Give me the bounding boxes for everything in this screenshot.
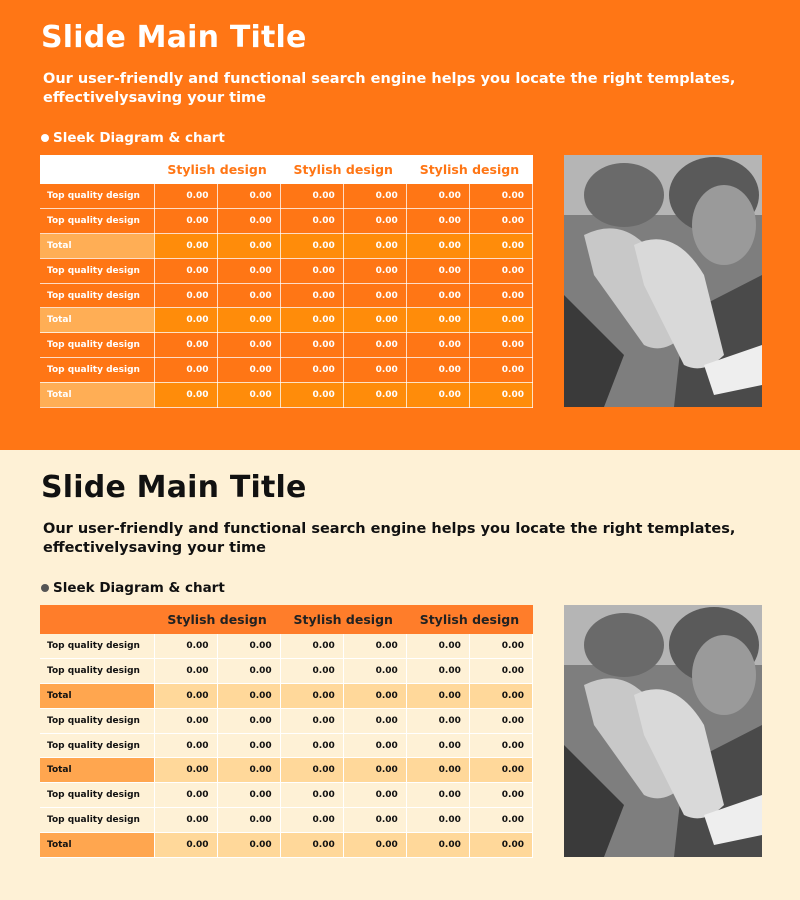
row-label: Top quality design (40, 733, 154, 758)
table-cell: 0.00 (217, 783, 280, 808)
table-cell: 0.00 (469, 634, 532, 659)
table-row (40, 708, 533, 733)
table-cell: 0.00 (217, 209, 280, 234)
table-cell: 0.00 (406, 808, 469, 833)
table-cell: 0.00 (280, 283, 343, 308)
row-label: Total (40, 758, 154, 783)
table-row (40, 659, 533, 684)
table-cell: 0.00 (406, 634, 469, 659)
table-cell: 0.00 (154, 258, 217, 283)
applause-photo-illustration (564, 155, 762, 407)
table-row (40, 783, 533, 808)
table-row (40, 758, 533, 783)
table-cell: 0.00 (217, 358, 280, 383)
table-cell: 0.00 (154, 308, 217, 333)
table-column-header: Stylish design (280, 155, 406, 184)
table-cell: 0.00 (343, 382, 406, 407)
table-cell: 0.00 (406, 733, 469, 758)
table-row (40, 333, 533, 358)
row-label: Total (40, 684, 154, 709)
table-cell: 0.00 (343, 308, 406, 333)
table-cell: 0.00 (154, 333, 217, 358)
table-cell: 0.00 (217, 758, 280, 783)
table-cell: 0.00 (154, 634, 217, 659)
section-heading (41, 130, 225, 146)
table-cell: 0.00 (280, 758, 343, 783)
table-cell: 0.00 (280, 258, 343, 283)
table-cell: 0.00 (343, 634, 406, 659)
table-header-row (40, 155, 533, 184)
data-table (40, 155, 533, 408)
table-cell: 0.00 (469, 832, 532, 857)
table-cell: 0.00 (217, 308, 280, 333)
table-cell: 0.00 (469, 358, 532, 383)
table-cell: 0.00 (280, 684, 343, 709)
table-cell: 0.00 (343, 708, 406, 733)
table-cell: 0.00 (469, 283, 532, 308)
table-column-header: Stylish design (406, 605, 532, 634)
table-cell: 0.00 (406, 258, 469, 283)
table-cell: 0.00 (343, 783, 406, 808)
table-row (40, 382, 533, 407)
table-cell: 0.00 (280, 358, 343, 383)
table-cell: 0.00 (469, 659, 532, 684)
row-label: Top quality design (40, 209, 154, 234)
table-column-header: Stylish design (280, 605, 406, 634)
table-header-row (40, 605, 533, 634)
row-label: Top quality design (40, 283, 154, 308)
table-cell: 0.00 (406, 234, 469, 259)
table-cell: 0.00 (469, 382, 532, 407)
table-cell: 0.00 (217, 234, 280, 259)
table-row (40, 209, 533, 234)
table-cell: 0.00 (280, 659, 343, 684)
table-cell: 0.00 (343, 832, 406, 857)
table-cell: 0.00 (280, 783, 343, 808)
applause-hands-photo (564, 155, 762, 407)
table-cell: 0.00 (217, 684, 280, 709)
section-heading-label: Sleek Diagram & chart (53, 580, 225, 596)
row-label: Top quality design (40, 783, 154, 808)
table-cell: 0.00 (154, 783, 217, 808)
slide-title: Slide Main Title (41, 470, 307, 505)
table-row (40, 258, 533, 283)
table-cell: 0.00 (343, 234, 406, 259)
table-cell: 0.00 (280, 733, 343, 758)
table-cell: 0.00 (154, 684, 217, 709)
slide-subtitle: Our user-friendly and functional search engine helps you locate the right templates, effectivelysaving your time (43, 521, 736, 556)
table-cell: 0.00 (469, 708, 532, 733)
table-cell: 0.00 (343, 184, 406, 209)
table-cell: 0.00 (406, 382, 469, 407)
table-row (40, 733, 533, 758)
table-cell: 0.00 (469, 209, 532, 234)
table-cell: 0.00 (217, 832, 280, 857)
section-heading (41, 580, 225, 596)
table-cell: 0.00 (469, 308, 532, 333)
table-column-header: Stylish design (154, 605, 280, 634)
row-label: Top quality design (40, 333, 154, 358)
table-row (40, 634, 533, 659)
table-row (40, 684, 533, 709)
table-cell: 0.00 (406, 758, 469, 783)
row-label: Total (40, 234, 154, 259)
table-row (40, 184, 533, 209)
table-cell: 0.00 (154, 184, 217, 209)
table-cell: 0.00 (469, 234, 532, 259)
table-cell: 0.00 (280, 234, 343, 259)
row-label: Top quality design (40, 634, 154, 659)
bullet-icon (41, 584, 49, 592)
table-cell: 0.00 (217, 258, 280, 283)
table-cell: 0.00 (217, 634, 280, 659)
table-cell: 0.00 (154, 659, 217, 684)
table-cell: 0.00 (406, 184, 469, 209)
table-cell: 0.00 (280, 634, 343, 659)
row-label: Total (40, 832, 154, 857)
row-label: Top quality design (40, 258, 154, 283)
table-cell: 0.00 (280, 333, 343, 358)
table-cell: 0.00 (469, 783, 532, 808)
row-label: Top quality design (40, 184, 154, 209)
row-label: Top quality design (40, 659, 154, 684)
table-column-header: Stylish design (406, 155, 532, 184)
table-cell: 0.00 (343, 808, 406, 833)
table-column-header: Stylish design (154, 155, 280, 184)
table-cell: 0.00 (217, 333, 280, 358)
table-cell: 0.00 (406, 659, 469, 684)
table-cell: 0.00 (343, 358, 406, 383)
table-cell: 0.00 (280, 184, 343, 209)
table-cell: 0.00 (469, 258, 532, 283)
table-cell: 0.00 (343, 733, 406, 758)
bullet-icon (41, 134, 49, 142)
table-cell: 0.00 (343, 333, 406, 358)
table-cell: 0.00 (343, 283, 406, 308)
table-cell: 0.00 (343, 758, 406, 783)
table-row (40, 808, 533, 833)
table-cell: 0.00 (154, 758, 217, 783)
table-cell: 0.00 (154, 283, 217, 308)
table-cell: 0.00 (217, 708, 280, 733)
row-label: Total (40, 308, 154, 333)
table-cell: 0.00 (406, 708, 469, 733)
table-cell: 0.00 (154, 733, 217, 758)
table-cell: 0.00 (217, 184, 280, 209)
table-cell: 0.00 (217, 283, 280, 308)
row-label: Total (40, 382, 154, 407)
data-table (40, 605, 533, 858)
slide-title: Slide Main Title (41, 20, 307, 55)
table-row (40, 832, 533, 857)
row-label: Top quality design (40, 808, 154, 833)
table-header-corner (40, 605, 154, 634)
table-cell: 0.00 (280, 209, 343, 234)
table-cell: 0.00 (154, 708, 217, 733)
row-label: Top quality design (40, 358, 154, 383)
table-cell: 0.00 (469, 684, 532, 709)
table-cell: 0.00 (217, 808, 280, 833)
table-row (40, 358, 533, 383)
table-cell: 0.00 (469, 758, 532, 783)
table-row (40, 283, 533, 308)
table-cell: 0.00 (280, 308, 343, 333)
table-cell: 0.00 (343, 659, 406, 684)
table-cell: 0.00 (406, 832, 469, 857)
table-cell: 0.00 (154, 234, 217, 259)
applause-photo-illustration (564, 605, 762, 857)
table-cell: 0.00 (406, 209, 469, 234)
table-cell: 0.00 (469, 733, 532, 758)
row-label: Top quality design (40, 708, 154, 733)
table-cell: 0.00 (406, 783, 469, 808)
table-cell: 0.00 (217, 659, 280, 684)
table-cell: 0.00 (343, 684, 406, 709)
table-cell: 0.00 (154, 808, 217, 833)
table-cell: 0.00 (280, 808, 343, 833)
table-row (40, 308, 533, 333)
table-cell: 0.00 (280, 708, 343, 733)
table-cell: 0.00 (154, 209, 217, 234)
table-cell: 0.00 (280, 832, 343, 857)
table-cell: 0.00 (469, 184, 532, 209)
table-cell: 0.00 (217, 733, 280, 758)
applause-hands-photo (564, 605, 762, 857)
table-header-corner (40, 155, 154, 184)
table-cell: 0.00 (469, 808, 532, 833)
table-cell: 0.00 (406, 283, 469, 308)
table-cell: 0.00 (406, 333, 469, 358)
table-cell: 0.00 (343, 209, 406, 234)
table-cell: 0.00 (406, 308, 469, 333)
table-cell: 0.00 (406, 684, 469, 709)
table-cell: 0.00 (280, 382, 343, 407)
table-cell: 0.00 (217, 382, 280, 407)
table-cell: 0.00 (469, 333, 532, 358)
table-cell: 0.00 (154, 358, 217, 383)
slide-subtitle: Our user-friendly and functional search engine helps you locate the right templates, effectivelysaving your time (43, 71, 736, 106)
table-cell: 0.00 (154, 832, 217, 857)
table-cell: 0.00 (343, 258, 406, 283)
table-cell: 0.00 (406, 358, 469, 383)
table-cell: 0.00 (154, 382, 217, 407)
slide-cream (0, 450, 800, 900)
section-heading-label: Sleek Diagram & chart (53, 130, 225, 146)
table-row (40, 234, 533, 259)
